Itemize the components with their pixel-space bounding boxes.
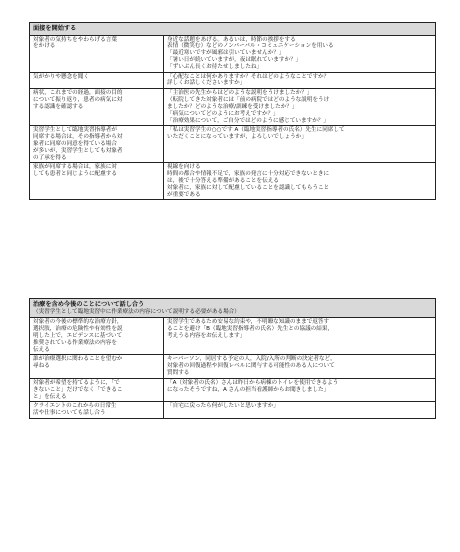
cell-text-line: クライエントのこれからの日常生 bbox=[33, 403, 117, 410]
table-title: 治療を含め今後のことについて話し合う bbox=[33, 301, 145, 308]
row-example-cell bbox=[164, 126, 436, 163]
cell-text-line: 尋ねる bbox=[33, 363, 50, 370]
cell-text-line: する認識を確認する bbox=[33, 103, 84, 110]
cell-text-line: 病状，これまでの経過，面接の目的 bbox=[33, 90, 123, 97]
cell-text-line: 誰が治療選択に関わることを望むか bbox=[33, 356, 123, 363]
table-start-interview bbox=[29, 22, 436, 200]
row-example-cell bbox=[164, 72, 436, 89]
cell-text-line: 推奨されている作業療法の内容を bbox=[33, 339, 117, 346]
cell-text-line: 「治療効果について，ご自分ではどのように感じていますか？」 bbox=[167, 117, 329, 124]
cell-text-line: 同席する場合は，その指導者から対 bbox=[33, 134, 123, 141]
table-row bbox=[30, 402, 436, 419]
cell-text-line: 家族が同席する場合は，家族に対 bbox=[33, 164, 117, 171]
cell-text-line: 「主治医の先生からはどのような説明をうけましたか？」 bbox=[167, 90, 313, 97]
cell-text-line: 活や仕事についても話し合う bbox=[33, 410, 106, 417]
cell-text-line: 対象者の回復過程や回復レベルに関与する可能性のある人について bbox=[167, 363, 335, 370]
cell-text-line: 対象者の今後の標準的な治療方針， bbox=[33, 319, 123, 326]
table-row bbox=[30, 35, 436, 72]
row-topic-cell bbox=[30, 402, 164, 419]
cell-text-line: 対象者の気持ちをやわらげる言葉 bbox=[33, 36, 117, 43]
row-topic-cell bbox=[30, 163, 164, 200]
cell-text-line: が多いが，実習学生としても対象者 bbox=[33, 147, 123, 154]
table-row bbox=[30, 126, 436, 163]
row-example-cell bbox=[164, 35, 436, 72]
cell-text-line: 対象者が希望を持てるように，「で bbox=[33, 379, 120, 386]
row-topic-cell bbox=[30, 355, 164, 378]
cell-text-line: 「心配なことは何かありますか？それはどのようなことですか？ bbox=[167, 73, 330, 80]
row-example-cell bbox=[164, 163, 436, 200]
cell-text-line: ましたか？どのような治療/訓練を受けましたか？」 bbox=[167, 103, 298, 110]
row-example-cell bbox=[164, 89, 436, 126]
cell-text-line: 表情（微笑む）などのノンバーバル・コミュニケーションを用いる bbox=[167, 43, 334, 50]
cell-text-line: 「暑い日が続いていますが，夜は眠れていますか？」 bbox=[167, 57, 302, 63]
row-topic-cell bbox=[30, 126, 164, 163]
cell-text-line: 「最近寒いですが風邪は引いていませんか？」 bbox=[167, 50, 285, 57]
cell-text-line: 対象者に，家族に対して配慮していることを認識してもらうこと bbox=[167, 184, 330, 191]
cell-text-line: 「A（対象者の氏名）さんは昨日から病棟のトイレを使用できるよう bbox=[167, 379, 339, 386]
cell-text-line: 伝える bbox=[33, 346, 50, 353]
table-subtitle: （実習学生として臨地実習中に作業療法の内容について説明する必要がある場合） bbox=[33, 308, 240, 315]
row-topic-cell bbox=[30, 318, 164, 355]
row-example-cell bbox=[164, 355, 436, 378]
row-topic-cell bbox=[30, 35, 164, 72]
row-example-cell bbox=[164, 402, 436, 419]
table-row bbox=[30, 163, 436, 200]
cell-text-line: になったそうですね，A さんの担当看護師からお聞きしました」 bbox=[167, 386, 330, 393]
cell-text-line: いただくことになっていますが，よろしいでしょうか」 bbox=[167, 134, 307, 141]
cell-text-line: をかける bbox=[33, 43, 56, 50]
cell-text-line: 選択肢，治療の危険性や有効性を説 bbox=[33, 326, 123, 333]
cell-text-line: 象者に同席の同意を得ている場合 bbox=[33, 140, 117, 147]
cell-text-line: 詳しくお話しくださいますか」 bbox=[167, 80, 246, 87]
cell-text-line: ることを避け「B（臨地実習指導者の氏名）先生との協議の結果， bbox=[167, 326, 334, 333]
cell-text-line: 明した上で，エビデンスに基づいて bbox=[33, 333, 123, 339]
cell-text-line: と」を伝える bbox=[33, 393, 67, 400]
row-topic-cell bbox=[30, 378, 164, 401]
cell-text-line: 時間の都合や情報不足で，家族の発言に十分対応できないときに bbox=[167, 171, 330, 178]
cell-text-line: 身近な話題をあげる。あるいは，時節の挨拶をする bbox=[167, 36, 296, 43]
cell-text-line: 視線を向ける bbox=[167, 164, 201, 171]
cell-text-line: 考えうる内容をお伝えします」 bbox=[167, 333, 246, 339]
table-row bbox=[30, 72, 436, 89]
row-topic-cell bbox=[30, 72, 164, 89]
cell-text-line: について振り返り，患者の病気に対 bbox=[33, 97, 123, 104]
cell-text-line: 実習学生として臨地実習指導者が bbox=[33, 127, 117, 134]
cell-text-line: が重要である bbox=[167, 191, 201, 198]
table-header bbox=[30, 299, 436, 318]
table-row bbox=[30, 318, 436, 355]
cell-text-line: キーパーソン，同居する予定の人，入院/入所の判断の決定者など， bbox=[167, 356, 336, 363]
table-row bbox=[30, 378, 436, 401]
cell-text-line: は，後で十分答える準備があることを伝える bbox=[167, 178, 279, 184]
cell-text-line: の了承を得る bbox=[33, 154, 67, 161]
cell-text-line: 「自宅に戻ったら何がしたいと思いますか」 bbox=[167, 403, 279, 410]
cell-text-line: 質問する bbox=[167, 370, 190, 377]
row-example-cell bbox=[164, 378, 436, 401]
table-treatment-discussion bbox=[29, 298, 436, 419]
cell-text-line: 気がかりや懸念を聞く bbox=[33, 73, 89, 80]
cell-text-line: 実習学生であるため安易な約束や，不明瞭な知識のままで返答す bbox=[167, 319, 330, 326]
cell-text-line: （転院してきた対象者には「前の病院ではどのような説明をうけ bbox=[167, 97, 330, 104]
row-topic-cell bbox=[30, 89, 164, 126]
cell-text-line: 「ずいぶん長くお待たせしましたね」 bbox=[167, 63, 263, 70]
cell-text-line: しても患者と同じように配慮する bbox=[33, 171, 117, 178]
table-title: 面接を開始する bbox=[33, 25, 77, 32]
cell-text-line: きないこと」だけでなく「できるこ bbox=[33, 386, 123, 393]
table-row bbox=[30, 355, 436, 378]
cell-text-line: 「病気についてどのようにお考えですか？」 bbox=[167, 110, 279, 117]
table-header bbox=[30, 23, 436, 36]
table-row bbox=[30, 89, 436, 126]
row-example-cell bbox=[164, 318, 436, 355]
cell-text-line: 「私は実習学生の○○です A（臨地実習指導者の氏名）先生に同席して bbox=[167, 127, 345, 134]
